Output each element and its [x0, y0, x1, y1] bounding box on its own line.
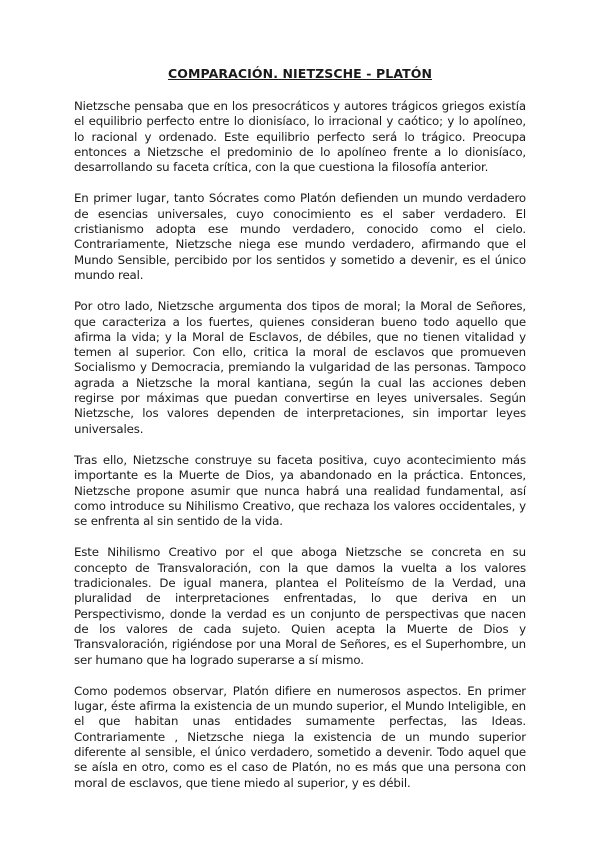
document-title: COMPARACIÓN. NIETZSCHE - PLATÓN [167, 66, 433, 81]
paragraph-morality: Por otro lado, Nietzsche argumenta dos tipos de moral; la Moral de Señores, que caracteriza a los fuertes, quienes consideran bueno todo aquello que afirma la vida; y la Moral de Esclavos, de débiles, que no tienen vitalidad y temen al superior. Con ello, critica la moral de esclavos que promueven Socialismo y Democracia, premiando la vulgaridad de las personas. Tampoco agrada a Nietzsche la moral kantiana, según la cual las acciones deben regirse por máximas que puedan convertirse en leyes universales. Según Nietzsche, los valores dependen de interpretaciones, sin importar leyes universales. [74, 299, 526, 436]
paragraph-true-world: En primer lugar, tanto Sócrates como Platón defienden un mundo verdadero de esencias universales, cuyo conocimiento es el saber verdadero. El cristianismo adopta ese mundo verdadero, conocido como el cielo. Contrariamente, Nietzsche niega ese mundo verdadero, afirmando que el Mundo Sensible, percibido por los sentidos y sometido a devenir, es el único mundo real. [74, 191, 526, 282]
paragraph-plato-comparison: Como podemos observar, Platón difiere en numerosos aspectos. En primer lugar, éste afirma la existencia de un mundo superior, el Mundo Inteligible, en el que habitan unas entidades sumamente perfectas, las Ideas. Contrariamente , Nietzsche niega la existencia de un mundo superior diferente al sensible, el único verdadero, sometido a devenir. Todo aquel que se aísla en otro, como es el caso de Platón, no es más que una persona con moral de esclavos, que tiene miedo al superior, y es débil. [74, 683, 526, 790]
paragraph-death-of-god: Tras ello, Nietzsche construye su faceta positiva, cuyo acontecimiento más importante es la Muerte de Dios, ya abandonado en la práctica. Entonces, Nietzsche propone asumir que nunca habrá una realidad fundamental, así como introduce su Nihilismo Creativo, que rechaza los valores occidentales, y se enfrenta al sin sentido de la vida. [74, 452, 526, 529]
document-page [74, 66, 526, 807]
paragraph-intro: Nietzsche pensaba que en los presocráticos y autores trágicos griegos existía el equilibrio perfecto entre lo dionisíaco, lo irracional y caótico; y lo apolíneo, lo racional y ordenado. Este equilibrio perfecto será lo trágico. Preocupa entonces a Nietzsche el predominio de lo apolíneo frente a lo dionisíaco, desarrollando su faceta crítica, con la que cuestiona la filosofía anterior. [74, 99, 526, 175]
paragraph-transvaluation: Este Nihilismo Creativo por el que aboga Nietzsche se concreta en su concepto de Transvaloración, con la que damos la vuelta a los valores tradicionales. De igual manera, plantea el Politeísmo de la Verdad, una pluralidad de interpretaciones enfrentadas, lo que deriva en un Perspectivismo, donde la verdad es un conjunto de perspectivas que nacen de los valores de cada sujeto. Quien acepta la Muerte de Dios y Transvaloración, rigiéndose por una Moral de Señores, es el Superhombre, un ser humano que ha logrado superarse a sí mismo. [74, 545, 526, 667]
